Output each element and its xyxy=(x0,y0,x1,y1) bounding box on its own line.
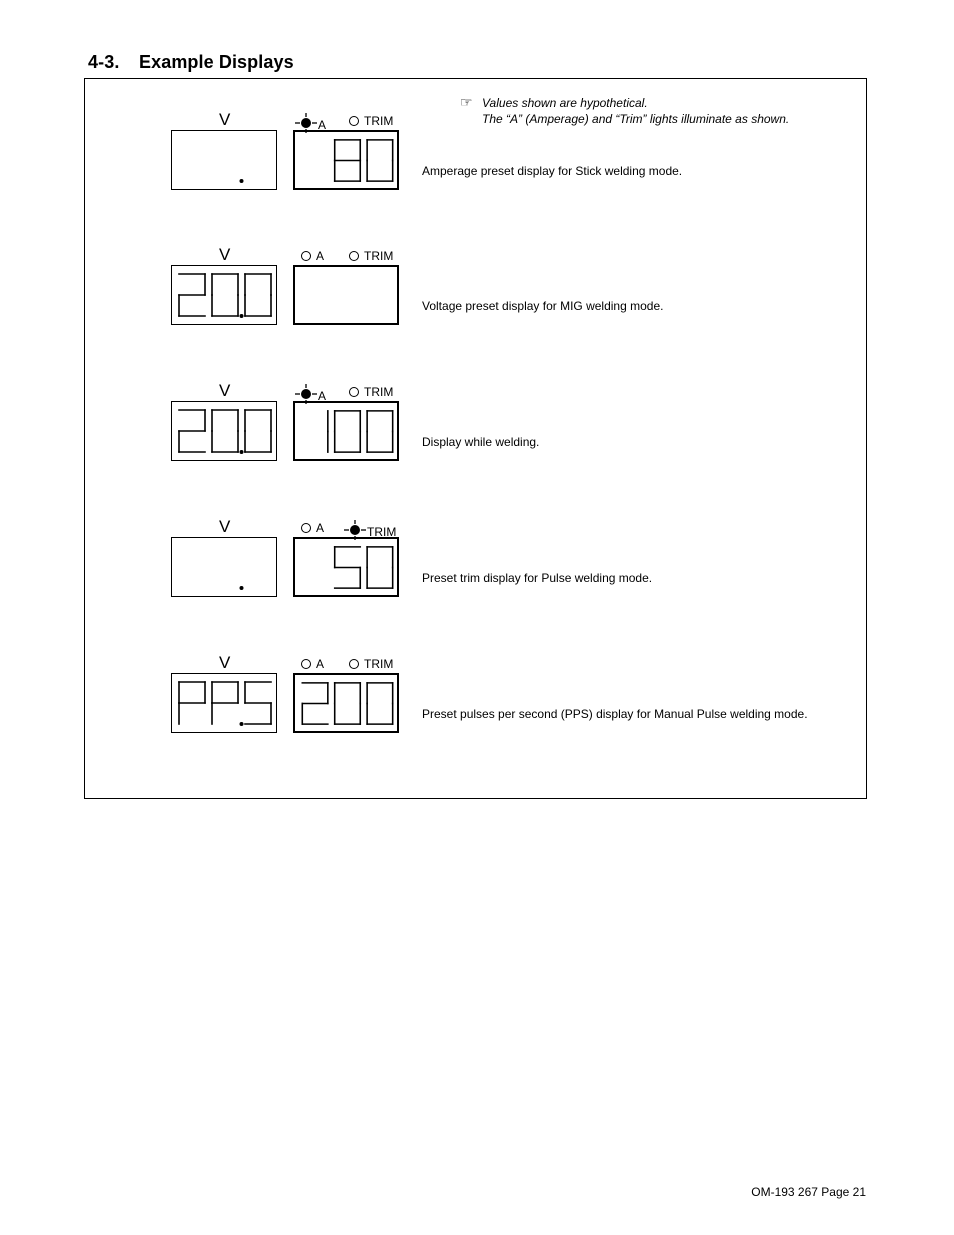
amperage-label: A xyxy=(318,389,327,403)
section-heading xyxy=(88,52,294,73)
voltage-digit-1 xyxy=(179,682,205,724)
volts-label: V xyxy=(219,381,231,400)
volts-label: V xyxy=(219,653,231,672)
amperage-display xyxy=(293,401,399,461)
amperage-label: A xyxy=(316,249,325,263)
amperage-indicator xyxy=(295,113,327,132)
volts-label: V xyxy=(219,517,231,536)
amperage-digits xyxy=(295,539,398,595)
voltage-digit-1 xyxy=(179,410,205,452)
voltage-digits xyxy=(172,538,276,595)
amperage-digit-3 xyxy=(367,140,393,181)
light-off-icon xyxy=(349,116,359,126)
amperage-display xyxy=(293,673,399,733)
light-off-icon xyxy=(301,659,311,669)
voltage-display xyxy=(171,265,277,325)
trim-indicator xyxy=(349,248,393,264)
volts-label: V xyxy=(219,245,231,264)
light-off-icon xyxy=(349,659,359,669)
voltage-digit-2 xyxy=(212,274,238,316)
trim-label: TRIM xyxy=(364,114,394,128)
amperage-digits xyxy=(295,132,398,188)
light-off-icon xyxy=(349,387,359,397)
voltage-digits xyxy=(172,266,276,323)
voltage-digit-2 xyxy=(212,682,238,724)
volts-label: V xyxy=(219,110,231,129)
amperage-display xyxy=(293,265,399,325)
example-description: Amperage preset display for Stick welding mode. xyxy=(422,164,683,178)
voltage-display xyxy=(171,673,277,733)
amperage-digit-3 xyxy=(367,547,393,588)
trim-label: TRIM xyxy=(364,657,394,671)
amperage-label: A xyxy=(316,657,325,671)
voltage-decimal-point xyxy=(240,179,244,183)
light-off-icon xyxy=(301,251,311,261)
amperage-digits xyxy=(295,675,398,731)
amperage-digit-2 xyxy=(335,683,361,724)
amperage-digit-2 xyxy=(335,547,361,588)
trim-label: TRIM xyxy=(364,385,394,399)
voltage-digit-3 xyxy=(245,410,271,452)
example-row xyxy=(0,381,954,501)
trim-indicator xyxy=(349,656,393,672)
amperage-digit-3 xyxy=(367,683,393,724)
amperage-digits xyxy=(295,267,398,323)
voltage-digit-3 xyxy=(245,682,271,724)
trim-indicator xyxy=(349,113,393,129)
voltage-decimal-point xyxy=(240,722,244,726)
trim-label: TRIM xyxy=(367,525,397,539)
amperage-indicator xyxy=(301,656,324,672)
voltage-digits xyxy=(172,402,276,459)
note-line-2: The “A” (Amperage) and “Trim” lights illuminate as shown. xyxy=(482,112,790,126)
amperage-display xyxy=(293,130,399,190)
amperage-digit-2 xyxy=(335,411,361,452)
voltage-decimal-point xyxy=(240,450,244,454)
voltage-display xyxy=(171,401,277,461)
trim-indicator xyxy=(349,384,393,400)
amperage-indicator xyxy=(301,520,324,536)
trim-label: TRIM xyxy=(364,249,394,263)
pointing-hand-icon: ☞ xyxy=(460,94,473,110)
voltage-digit-1 xyxy=(179,274,205,316)
section-title: Example Displays xyxy=(139,52,294,72)
light-off-icon xyxy=(349,251,359,261)
example-row xyxy=(0,517,954,637)
amperage-label: A xyxy=(316,521,325,535)
amperage-digit-1 xyxy=(302,683,328,724)
example-description: Display while welding. xyxy=(422,435,540,449)
section-number: 4-3. xyxy=(88,52,120,72)
amperage-display xyxy=(293,537,399,597)
voltage-digit-3 xyxy=(245,274,271,316)
example-description: Voltage preset display for MIG welding mode. xyxy=(422,299,664,313)
voltage-decimal-point xyxy=(240,586,244,590)
example-row xyxy=(0,110,954,230)
amperage-digits xyxy=(295,403,398,459)
voltage-digits xyxy=(172,674,276,731)
example-row xyxy=(0,245,954,365)
voltage-decimal-point xyxy=(240,314,244,318)
voltage-display xyxy=(171,537,277,597)
example-description: Preset trim display for Pulse welding mode. xyxy=(422,571,653,585)
note-line-1: Values shown are hypothetical. xyxy=(482,96,648,110)
example-description: Preset pulses per second (PPS) display for Manual Pulse welding mode. xyxy=(422,707,808,721)
voltage-display xyxy=(171,130,277,190)
voltage-digits xyxy=(172,131,276,188)
amperage-indicator xyxy=(295,384,327,403)
amperage-indicator xyxy=(301,248,324,264)
example-row xyxy=(0,653,954,773)
voltage-digit-2 xyxy=(212,410,238,452)
page-footer: OM-193 267 Page 21 xyxy=(751,1185,866,1199)
amperage-label: A xyxy=(318,118,327,132)
light-off-icon xyxy=(301,523,311,533)
trim-indicator xyxy=(344,520,397,539)
amperage-digit-3 xyxy=(367,411,393,452)
amperage-digit-2 xyxy=(335,140,361,181)
